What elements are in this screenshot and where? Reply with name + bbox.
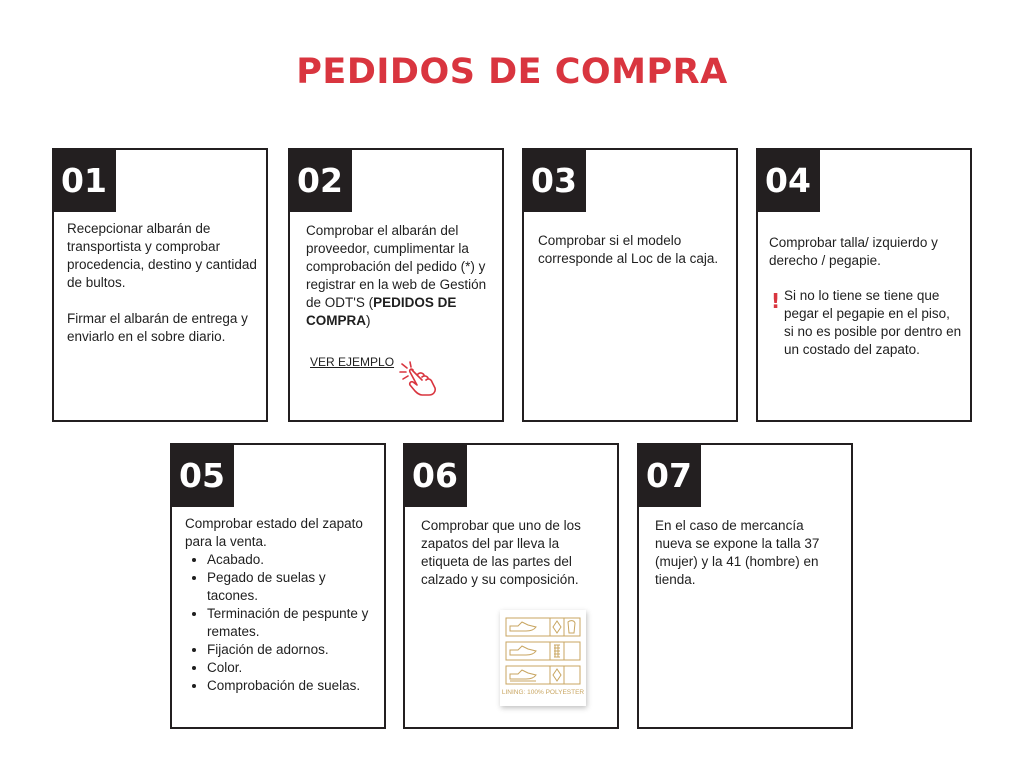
step-number: 05	[170, 443, 234, 507]
step-card-01	[52, 148, 268, 422]
list-item: • Acabado.	[207, 551, 371, 569]
step-card-07	[637, 443, 853, 729]
step-card-06	[403, 443, 619, 729]
step-number: 01	[52, 148, 116, 212]
warning-text: Si no lo tiene se tiene que pegar el pegapie en el piso, si no es posible por dentro en un costado del zapato.	[784, 288, 962, 357]
step-number: 07	[637, 443, 701, 507]
step-text-part: )	[366, 313, 371, 328]
step-text	[306, 222, 494, 330]
step-text-bold: PEDIDOS DE COMPRA	[306, 295, 457, 328]
step-number: 06	[403, 443, 467, 507]
step-card-05	[170, 443, 386, 729]
label-caption: LINING: 100% POLYESTER	[501, 689, 585, 696]
step-text	[67, 220, 257, 346]
step-text: Comprobar que uno de los zapatos del par lleva la etiqueta de las partes del calzado y su composición.	[421, 518, 581, 587]
step-number: 02	[288, 148, 352, 212]
list-item: • Terminación de pespunte y remates.	[207, 605, 371, 641]
list-item: • Pegado de suelas y tacones.	[207, 569, 371, 605]
check-list	[185, 551, 371, 695]
step-card-03	[522, 148, 738, 422]
warning-icon: !	[771, 289, 781, 313]
step-text	[185, 515, 371, 695]
step-intro: Comprobar estado del zapato para la venta.	[185, 516, 363, 549]
step-number: 03	[522, 148, 586, 212]
step-number: 04	[756, 148, 820, 212]
step-text: Comprobar talla/ izquierdo y derecho / pegapie.	[769, 235, 938, 268]
list-item: • Fijación de adornos.	[207, 641, 371, 659]
composition-label-icons	[500, 612, 586, 692]
step-text: Comprobar si el modelo corresponde al Loc de la caja.	[538, 233, 719, 266]
step-card-02	[288, 148, 504, 422]
pointing-hand-icon[interactable]	[398, 360, 444, 396]
step-paragraph-2: Firmar el albarán de entrega y enviarlo en el sobre diario.	[67, 311, 248, 344]
step-card-04	[756, 148, 972, 422]
step-text-part: Comprobar el albarán del proveedor, cumplimentar la comprobación del pedido (*) y registrar en la web de Gestión de ODT'S (	[306, 223, 487, 310]
list-item: • Comprobación de suelas.	[207, 677, 371, 695]
step-text: En el caso de mercancía nueva se expone la talla 37 (mujer) y la 41 (hombre) en tienda.	[655, 518, 820, 587]
step-paragraph-1: Recepcionar albarán de transportista y comprobar procedencia, destino y cantidad de bultos.	[67, 221, 257, 290]
ver-ejemplo-link[interactable]: VER EJEMPLO	[310, 355, 395, 369]
page-title: PEDIDOS DE COMPRA	[296, 52, 728, 92]
composition-label-image	[500, 610, 586, 706]
list-item: • Color.	[207, 659, 371, 677]
